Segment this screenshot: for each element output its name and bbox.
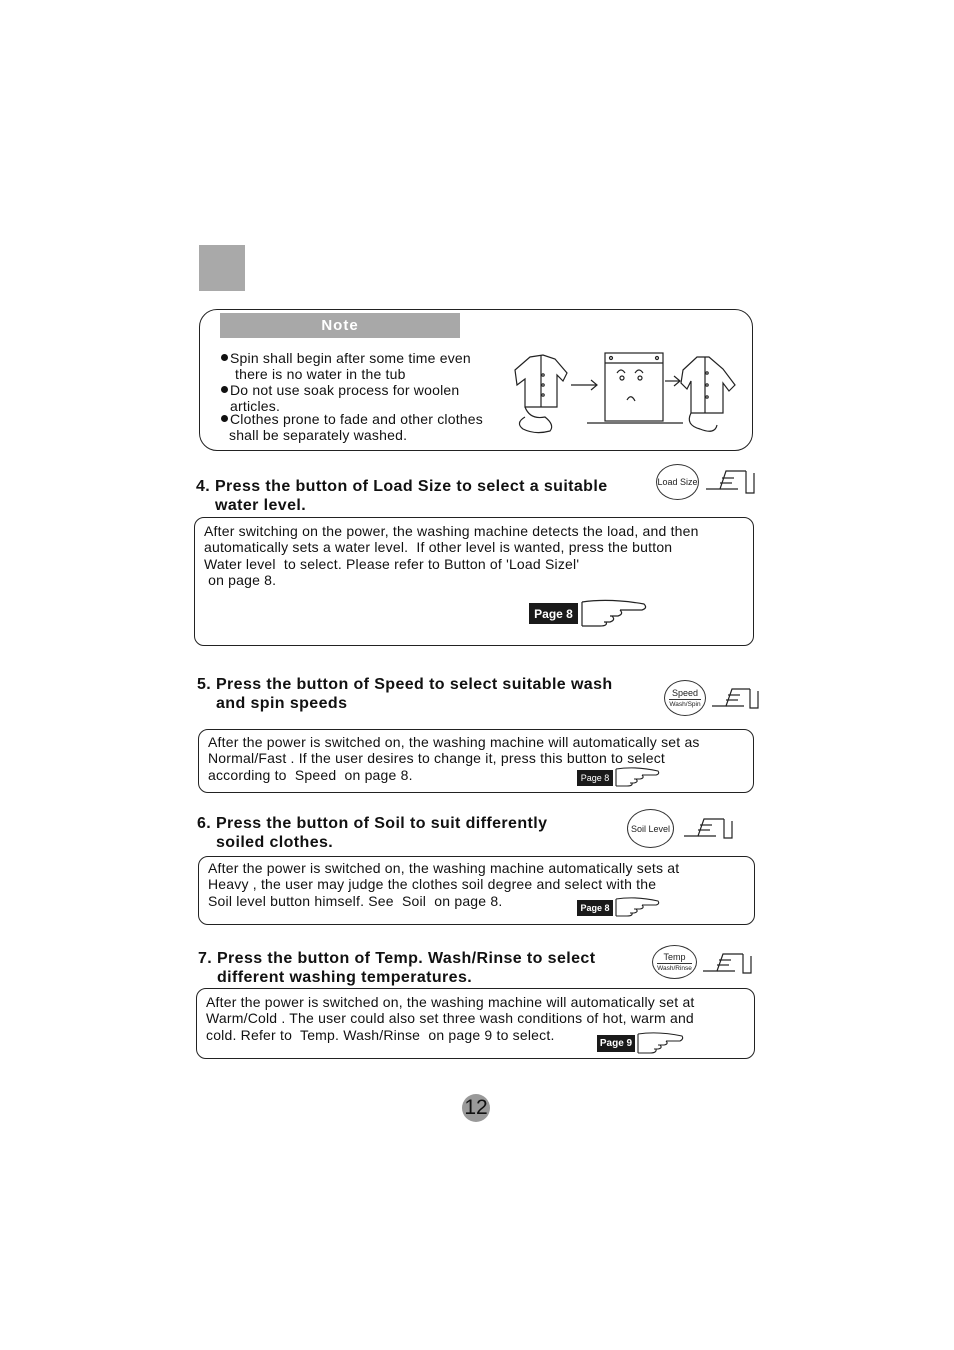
bullet-icon <box>221 386 228 393</box>
temp-wash-rinse-button: Temp Wash/Rinse <box>652 945 697 979</box>
note-item: Clothes prone to fade and other clothes <box>221 411 483 427</box>
section-body-text: After the power is switched on, the washing machine automatically sets at Heavy , the user may judge the clothes soil degree and select with the Soil level button himself. See Soil on page 8. <box>208 860 680 909</box>
pointing-hand-icon <box>684 816 734 842</box>
pointing-hand-icon <box>636 1031 686 1055</box>
section-heading: 4. Press the button of Load Size to select a suitable water level. <box>196 478 608 514</box>
load-size-button: Load Size <box>656 464 699 500</box>
section-heading: 7. Press the button of Temp. Wash/Rinse to select different washing temperatures. <box>198 950 596 986</box>
washing-machine-clothes-illustration <box>505 345 745 440</box>
section-body-text: After the power is switched on, the washing machine will automatically set at Warm/Cold . The user could also set three wash conditions of hot, warm and cold. Refer to Temp. Wash/Rinse on page 9 to select. <box>206 994 695 1043</box>
bullet-icon <box>221 354 228 361</box>
section-marker <box>199 245 245 291</box>
page-ref-tag: Page 8 <box>577 900 613 916</box>
section-body-text: After the power is switched on, the washing machine will automatically set as Normal/Fast . If the user desires to change it, press this button to select according to Speed on page 8. <box>208 734 700 783</box>
bullet-icon <box>221 415 228 422</box>
speed-button: Speed Wash/Spin <box>664 680 706 716</box>
note-item-cont: there is no water in the tub <box>235 366 406 382</box>
soil-level-button: Soil Level <box>627 809 674 848</box>
note-item: Do not use soak process for woolen <box>221 382 459 398</box>
page-number: 12 <box>462 1094 490 1122</box>
pointing-hand-icon <box>712 686 760 712</box>
pointing-hand-icon <box>614 766 662 788</box>
section-heading: 6. Press the button of Soil to suit differently soiled clothes. <box>197 815 548 851</box>
pointing-hand-icon <box>703 951 753 977</box>
note-item: Spin shall begin after some time even <box>221 350 471 366</box>
page-ref-tag: Page 8 <box>577 770 613 786</box>
page-ref-tag: Page 9 <box>597 1035 635 1052</box>
pointing-hand-icon <box>614 896 662 918</box>
pointing-hand-icon <box>580 598 650 628</box>
section-body-text: After switching on the power, the washing machine detects the load, and then automatically sets a water level. If other level is wanted, press the button Water level to select. Please refer to Button of 'Load Sizel' on page 8. <box>204 523 699 588</box>
note-title: Note <box>220 313 460 338</box>
pointing-hand-icon <box>706 467 756 495</box>
note-item-cont: shall be separately washed. <box>229 427 408 443</box>
page-ref-tag: Page 8 <box>529 603 578 624</box>
section-heading: 5. Press the button of Speed to select suitable wash and spin speeds <box>197 676 613 712</box>
note-item-cont: articles. <box>230 398 281 414</box>
